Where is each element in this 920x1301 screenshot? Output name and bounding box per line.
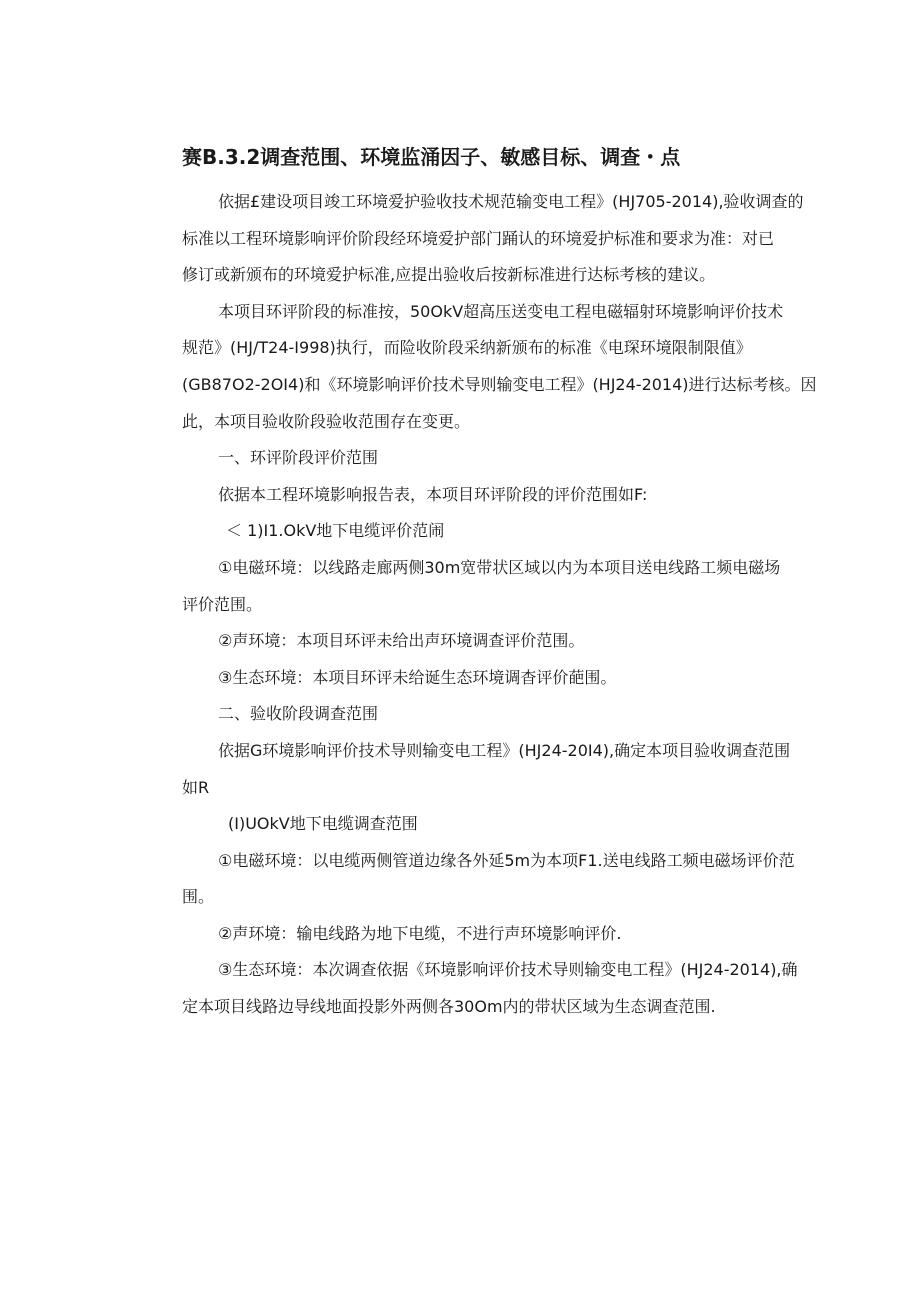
paragraph-line: ③生态环境：本次调查依据《环境影响评价技术导则输变电工程》(HJ24-2014),确 xyxy=(218,960,798,980)
subheading-text: 二、验收阶段调查范围 xyxy=(218,704,379,724)
paragraph-eia-intro xyxy=(182,477,822,514)
paragraph-standard-change xyxy=(182,294,822,440)
paragraph-line: (GB87O2-2OI4)和《环境影响评价技术导则输变电工程》(HJ24-2014)进行达标考核。因 xyxy=(182,374,817,394)
item-title: ＜ 1)I1.OkV地下电缆评价范闹 xyxy=(226,521,445,541)
body-text xyxy=(182,184,822,1026)
paragraph-line: 依据£建设项目竣工环境爱护验收技术规范输变电工程》(HJ705-2014),验收调查的 xyxy=(218,192,804,211)
paragraph-line: 定本项目线路边导线地面投影外两侧各30Om内的带状区域为生态调查范围. xyxy=(182,997,716,1017)
paragraph-ecological-eia xyxy=(182,660,822,697)
paragraph-acoustic-eia xyxy=(182,623,822,660)
subheading-eia-scope xyxy=(182,440,822,477)
paragraph-line: ①电磁环境：以线路走廊两侧30m宽带状区域以内为本项目送电线路工频电磁场 xyxy=(218,557,781,577)
paragraph-line: 围。 xyxy=(182,887,215,907)
subheading-text: 一、环评阶段评价范围 xyxy=(218,448,379,468)
paragraph-electromagnetic-acceptance xyxy=(182,843,822,916)
paragraph-line: ②声环境：输电线路为地下电缆，不进行声环境影响评价. xyxy=(218,923,622,943)
paragraph-line: 本项目环评阶段的标准按，50OkV超高压送变电工程电磁辐射环境影响评价技术 xyxy=(218,301,784,321)
paragraph-line: 评价范围。 xyxy=(182,594,263,614)
paragraph-acceptance-standard xyxy=(182,184,822,294)
paragraph-line: 规范》(HJ/T24-I998)执行，而险收阶段采纳新颁布的标准《电琛环境限制限值》 xyxy=(182,338,752,358)
paragraph-line: ①电磁环境：以电缆两侧管道边缘各外延5m为本项F1.送电线路工频电磁场评价范 xyxy=(218,850,795,870)
item-title: (I)UOkV地下电缆调查范围 xyxy=(228,814,418,834)
paragraph-ecological-acceptance xyxy=(182,952,822,1025)
paragraph-line: ③生态环境：本项目环评未给诞生态环境调杳评价葩围。 xyxy=(218,667,617,687)
paragraph-line: 如R xyxy=(182,777,210,797)
paragraph-line: ②声环境：本项目环评未给出声环境调查评价范围。 xyxy=(218,631,585,651)
paragraph-acceptance-intro xyxy=(182,733,822,806)
item-cable-acceptance-scope xyxy=(182,806,822,843)
section-heading: 赛B.3.2调查范围、环境监涌因子、敏感目标、调查・点 xyxy=(182,145,681,169)
paragraph-line: 修订或新颁布的环境爱护标准,应提出验收后按新标准进行达标考核的建议。 xyxy=(182,265,716,285)
item-cable-eia-scope xyxy=(182,513,822,550)
paragraph-line: 依据G环境影响评价技术导则输变电工程》(HJ24-20I4),确定本项目验收调查范围 xyxy=(218,740,791,760)
paragraph-electromagnetic-eia xyxy=(182,550,822,623)
subheading-acceptance-scope xyxy=(182,696,822,733)
paragraph-line: 标准以工程环境影响评价阶段经环境爱护部门踊认的环境爱护标准和要求为准：对已 xyxy=(182,228,775,248)
paragraph-line: 依据本工程环境影响报告表，本项目环评阶段的评价范围如F: xyxy=(218,484,648,504)
paragraph-acoustic-acceptance xyxy=(182,916,822,953)
paragraph-line: 此，本项目验收阶段验收范围存在变更。 xyxy=(182,411,471,431)
